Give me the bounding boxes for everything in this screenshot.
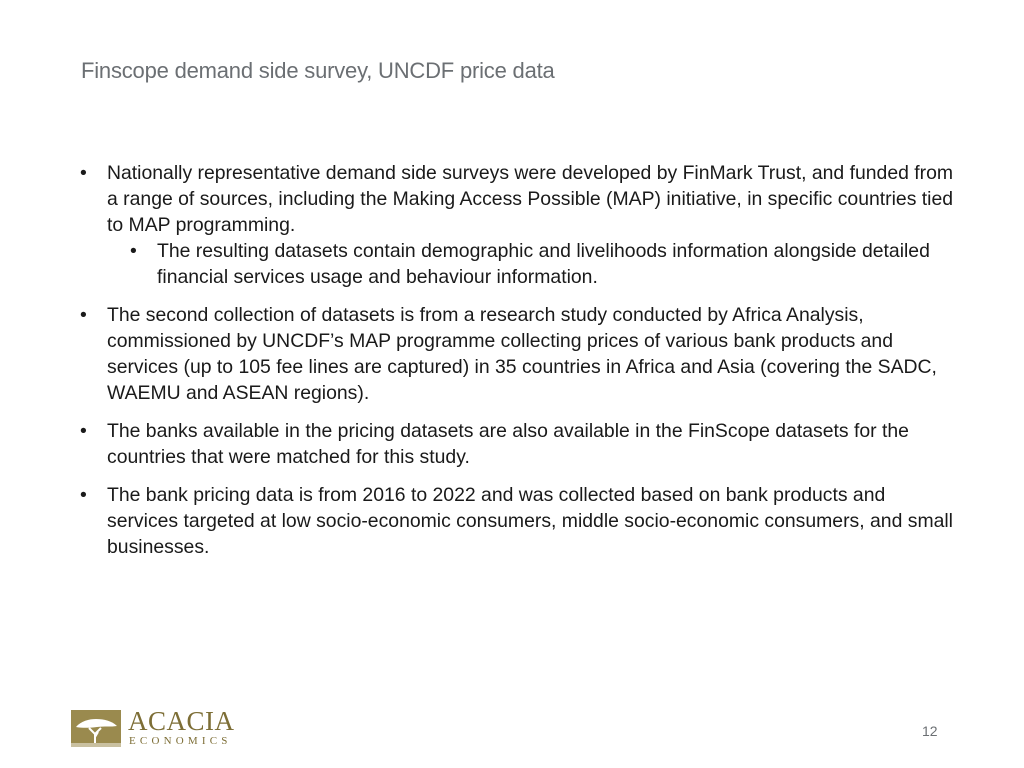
- bullet-marker: •: [80, 484, 87, 506]
- bullet-item: [80, 160, 960, 238]
- bullet-text: Nationally representative demand side surveys were developed by FinMark Trust, and funded from a range of sources, including the Making Access Possible (MAP) initiative, in specific countries tied to MAP programming.: [107, 162, 954, 236]
- bullet-text: The banks available in the pricing datasets are also available in the FinScope datasets for the countries that were matched for this study.: [107, 420, 909, 468]
- bullet-marker: •: [80, 162, 87, 184]
- bullet-text: The resulting datasets contain demographic and livelihoods information alongside detailed financial services usage and behaviour information.: [157, 240, 930, 288]
- bullet-item: [80, 302, 960, 406]
- logo-subtitle: ECONOMICS: [129, 735, 232, 747]
- bullet-text: The bank pricing data is from 2016 to 2022 and was collected based on bank products and services targeted at low socio-economic consumers, middle socio-economic consumers, and small businesses.: [107, 484, 953, 558]
- slide-title: Finscope demand side survey, UNCDF price data: [81, 58, 555, 83]
- bullet-marker: •: [130, 240, 137, 262]
- company-logo: [71, 707, 241, 749]
- sub-bullet-item: [130, 238, 960, 290]
- bullet-item: [80, 418, 960, 470]
- logo-name: ACACIA: [128, 706, 235, 736]
- page-number: 12: [922, 723, 938, 739]
- acacia-tree-icon: [71, 710, 121, 747]
- bullet-marker: •: [80, 420, 87, 442]
- bullet-text: The second collection of datasets is from a research study conducted by Africa Analysis, commissioned by UNCDF’s MAP programme collecting prices of various bank products and services (up to 105 fee lines are captured) in 35 countries in Africa and Asia (covering the SADC, WAEMU and ASEAN regions).: [107, 304, 937, 404]
- bullet-marker: •: [80, 304, 87, 326]
- bullet-list: [80, 160, 960, 572]
- bullet-item: [80, 482, 960, 560]
